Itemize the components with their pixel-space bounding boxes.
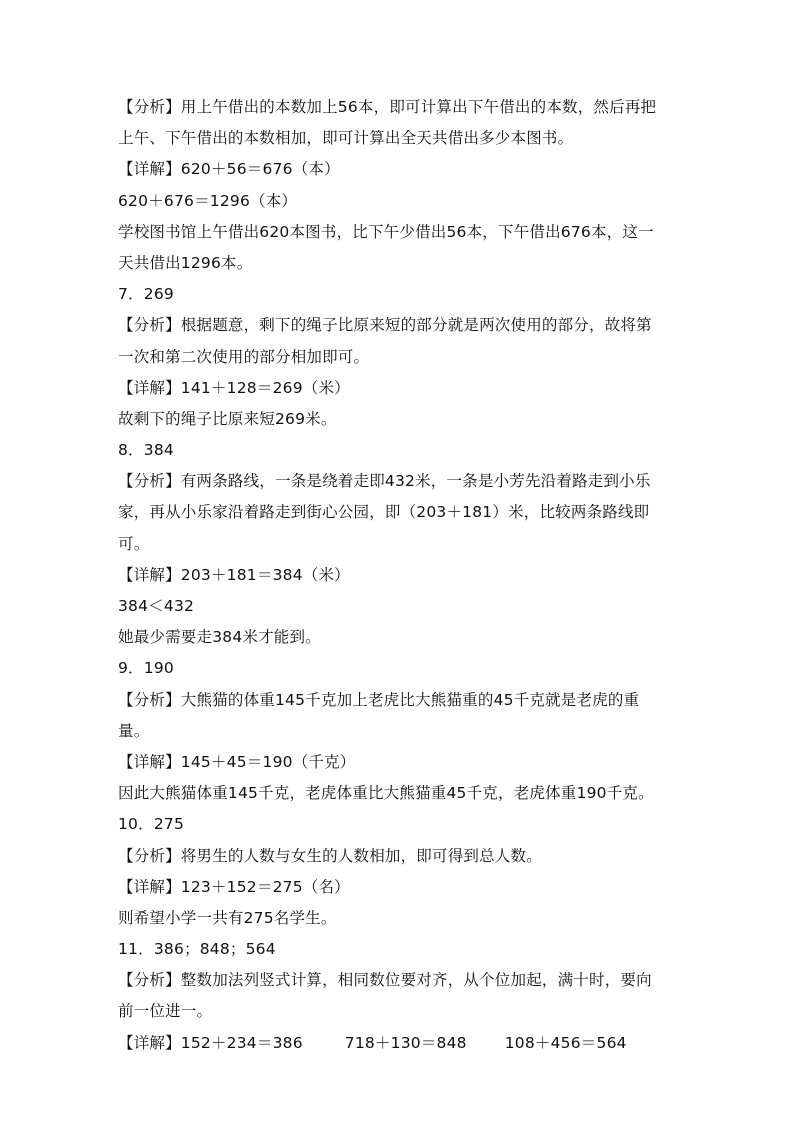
text-line: 因此大熊猫体重145千克，老虎体重比大熊猫重45千克，老虎体重190千克。	[118, 784, 654, 803]
text-line: 【分析】将男生的人数与女生的人数相加，即可得到总人数。	[118, 846, 542, 865]
detail-calculations	[118, 1028, 688, 1059]
text-line: 一次和第二次使用的部分相加即可。	[118, 347, 370, 366]
text-line: 家，再从小乐家沿着路走到街心公园，即（203＋181）米，比较两条路线即	[118, 503, 650, 522]
text-line: 可。	[118, 534, 150, 553]
text-line: 【详解】203＋181＝384（米）	[118, 565, 350, 584]
calc-1: 【详解】152＋234＝386	[118, 1033, 303, 1052]
question-answer: 9．190	[118, 659, 174, 678]
calc-3: 108＋456＝564	[504, 1033, 627, 1052]
question-answer: 8．384	[118, 441, 174, 460]
text-line: 量。	[118, 721, 150, 740]
text-line: 她最少需要走384米才能到。	[118, 628, 321, 647]
text-line: 【详解】145＋45＝190（千克）	[118, 752, 356, 771]
text-line: 384＜432	[118, 597, 195, 615]
text-line: 【详解】141＋128＝269（米）	[118, 378, 350, 397]
text-line: 【分析】用上午借出的本数加上56本，即可计算出下午借出的本数，然后再把	[118, 98, 657, 116]
text-line: 【分析】大熊猫的体重145千克加上老虎比大熊猫重的45千克就是老虎的重	[118, 690, 640, 709]
calc-2: 718＋130＝848	[344, 1033, 467, 1052]
text-line: 【分析】根据题意，剩下的绳子比原来短的部分就是两次使用的部分，故将第	[118, 316, 652, 335]
question-answer: 10．275	[118, 815, 185, 834]
text-line: 【分析】整数加法列竖式计算，相同数位要对齐，从个位加起，满十时，要向	[118, 971, 652, 990]
text-line: 【详解】620＋56＝676（本）	[118, 160, 340, 179]
text-line: 620＋676＝1296（本）	[118, 191, 298, 210]
question-answer: 7．269	[118, 285, 174, 304]
text-line: 上午、下午借出的本数相加，即可计算出全天共借出多少本图书。	[118, 129, 574, 148]
text-line: 学校图书馆上午借出620本图书，比下午少借出56本，下午借出676本，这一	[118, 222, 654, 241]
text-line: 【分析】有两条路线，一条是绕着走即432米，一条是小芳先沿着路走到小乐	[118, 472, 651, 491]
text-line: 则希望小学一共有275名学生。	[118, 908, 337, 927]
text-line: 天共借出1296本。	[118, 253, 253, 272]
text-line: 前一位进一。	[118, 1002, 213, 1021]
document-page	[118, 92, 688, 1059]
text-line: 【详解】123＋152＝275（名）	[118, 877, 350, 896]
question-answer: 11．386；848；564	[118, 940, 276, 959]
text-line: 故剩下的绳子比原来短269米。	[118, 409, 337, 428]
